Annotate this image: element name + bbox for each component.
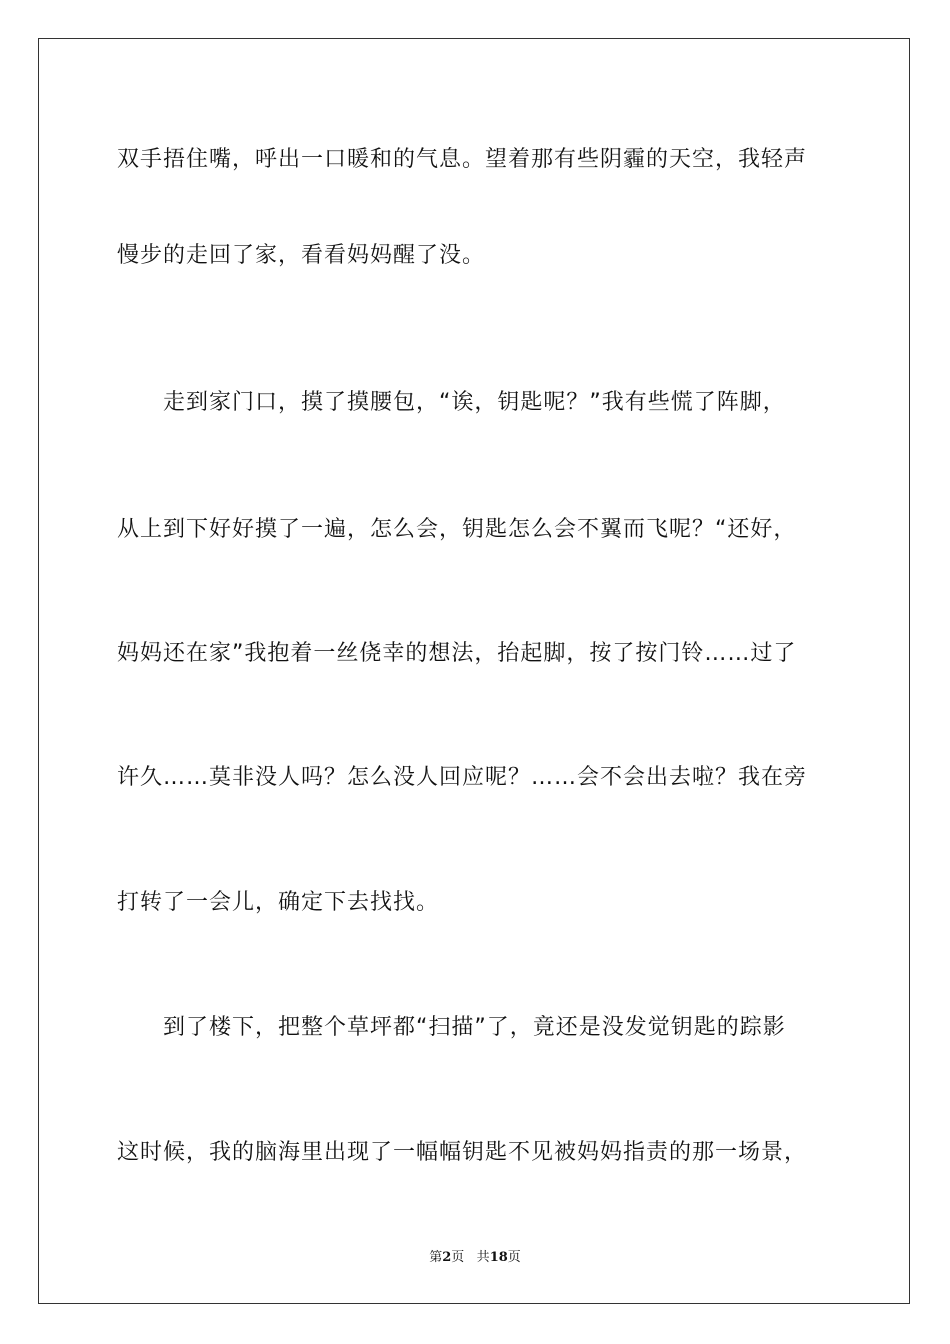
total-label-suffix: 页 bbox=[507, 1250, 521, 1265]
total-pages: 18 bbox=[489, 1250, 508, 1265]
text-line-5: 妈妈还在家”我抱着一丝侥幸的想法，抬起脚，按了按门铃……过了 bbox=[117, 641, 797, 666]
text-line-3: 走到家门口，摸了摸腰包，“诶，钥匙呢？”我有些慌了阵脚， bbox=[117, 390, 786, 415]
text-line-8: 到了楼下，把整个草坪都“扫描”了，竟还是没发觉钥匙的踪影 bbox=[117, 1015, 786, 1040]
page-label-prefix: 第 bbox=[429, 1250, 443, 1265]
page-number: 2 bbox=[442, 1250, 452, 1265]
text-line-6: 许久……莫非没人吗？怎么没人回应呢？……会不会出去啦？我在旁 bbox=[117, 765, 808, 790]
text-line-1: 双手捂住嘴，呼出一口暖和的气息。望着那有些阴霾的天空，我轻声 bbox=[117, 147, 808, 172]
text-line-9: 这时候，我的脑海里出现了一幅幅钥匙不见被妈妈指责的那一场景， bbox=[117, 1140, 808, 1165]
text-line-4: 从上到下好好摸了一遍，怎么会，钥匙怎么会不翼而飞呢？“还好， bbox=[117, 517, 797, 542]
total-label-prefix: 共 bbox=[476, 1250, 490, 1265]
text-line-7: 打转了一会儿，确定下去找找。 bbox=[117, 890, 440, 915]
text-line-2: 慢步的走回了家，看看妈妈醒了没。 bbox=[117, 243, 486, 268]
page-border bbox=[38, 38, 910, 1304]
page-footer bbox=[0, 1246, 950, 1265]
page-label-suffix: 页 bbox=[451, 1250, 465, 1265]
